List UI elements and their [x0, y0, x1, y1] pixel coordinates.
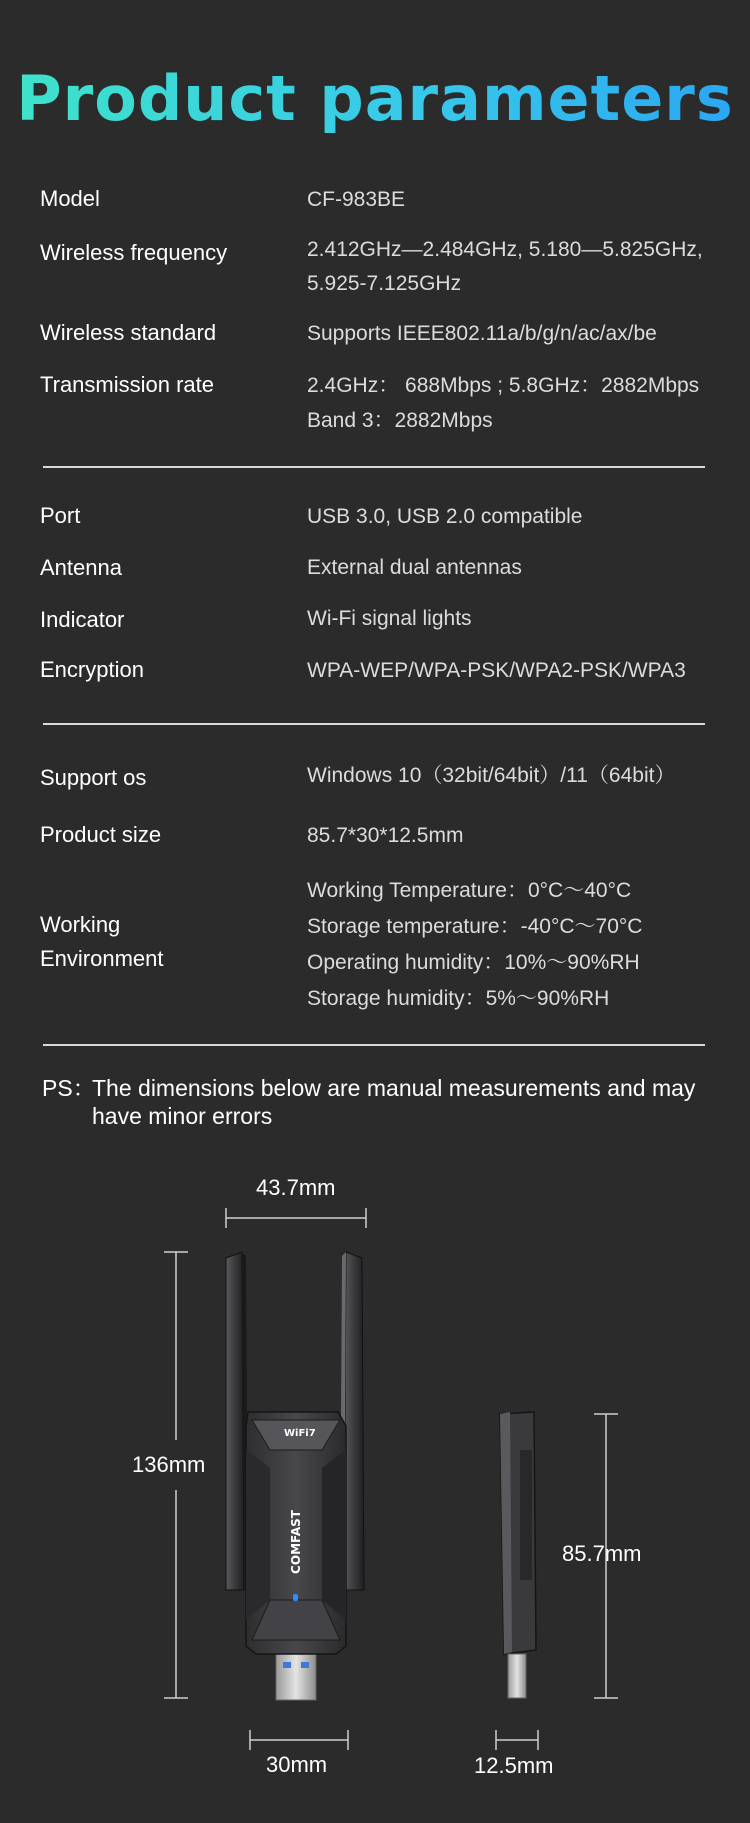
ps-note [42, 1074, 696, 1129]
spec-value-storage-humidity: Storage humidity：5%～90%RH [307, 987, 610, 1010]
spec-value-rate-line2: Band 3：2882Mbps [307, 409, 493, 432]
dimension-line-width [226, 1208, 366, 1228]
spec-value-working-temp: Working Temperature：0°C～40°C [307, 879, 632, 902]
page-title: Product parameters [0, 62, 750, 135]
spec-label-port: Port [40, 503, 81, 528]
spec-label-model: Model [40, 186, 100, 211]
spec-value-os: Windows 10（32bit/64bit）/11（64bit） [307, 764, 676, 787]
spec-value-encryption: WPA-WEP/WPA-PSK/WPA2-PSK/WPA3 [307, 659, 686, 682]
wifi7-badge: WiFi7 [284, 1428, 316, 1439]
adapter-side-view [500, 1412, 536, 1698]
dimension-label-width: 43.7mm [256, 1175, 336, 1200]
spec-label-frequency: Wireless frequency [40, 240, 228, 265]
antenna-left [226, 1252, 248, 1590]
indicator-led [293, 1594, 298, 1601]
usb-contact [283, 1662, 291, 1668]
spec-label-environment-line2: Environment [40, 946, 164, 971]
spec-value-rate-line1: 2.4GHz： 688Mbps ; 5.8GHz：2882Mbps [307, 374, 700, 397]
section-divider [43, 1044, 705, 1046]
spec-label-os: Support os [40, 765, 147, 790]
spec-value-indicator: Wi-Fi signal lights [307, 607, 472, 630]
spec-label-rate: Transmission rate [40, 372, 215, 397]
dimension-label-body-width: 30mm [266, 1752, 328, 1777]
dimension-label-body-length: 85.7mm [562, 1541, 642, 1566]
section-divider [43, 723, 705, 725]
usb-connector-side [508, 1654, 526, 1698]
spec-value-frequency-line1: 2.412GHz—2.484GHz, 5.180—5.825GHz, [307, 238, 703, 261]
spec-value-standard: Supports IEEE802.11a/b/g/n/ac/ax/be [307, 322, 657, 345]
spec-label-encryption: Encryption [40, 657, 144, 682]
dimension-line-body-width [250, 1730, 348, 1750]
dimension-line-thickness [496, 1730, 538, 1750]
usb-connector [276, 1648, 316, 1700]
spec-label-indicator: Indicator [40, 607, 125, 632]
spec-value-storage-temp: Storage temperature：-40°C～70°C [307, 915, 643, 938]
dimension-label-thickness: 12.5mm [474, 1753, 554, 1778]
spec-value-port: USB 3.0, USB 2.0 compatible [307, 505, 583, 528]
ps-prefix: PS： [42, 1075, 96, 1101]
spec-label-standard: Wireless standard [40, 320, 217, 345]
spec-value-size: 85.7*30*12.5mm [307, 824, 464, 847]
spec-label-environment-line1: Working [40, 912, 121, 937]
spec-value-frequency-line2: 5.925-7.125GHz [307, 272, 462, 295]
spec-value-model: CF-983BE [307, 188, 406, 211]
spec-value-antenna: External dual antennas [307, 556, 522, 579]
usb-contact [301, 1662, 309, 1668]
section-divider [43, 466, 705, 468]
spec-label-size: Product size [40, 822, 162, 847]
ps-text: The dimensions below are manual measurements and may have minor errors [92, 1075, 696, 1129]
brand-logo: COMFAST [289, 1510, 303, 1574]
adapter-body [246, 1412, 346, 1654]
device-dimension-drawing [0, 1150, 750, 1790]
spec-label-antenna: Antenna [40, 555, 122, 580]
dimension-label-height: 136mm [132, 1452, 206, 1477]
spec-value-operating-humidity: Operating humidity：10%～90%RH [307, 951, 640, 974]
